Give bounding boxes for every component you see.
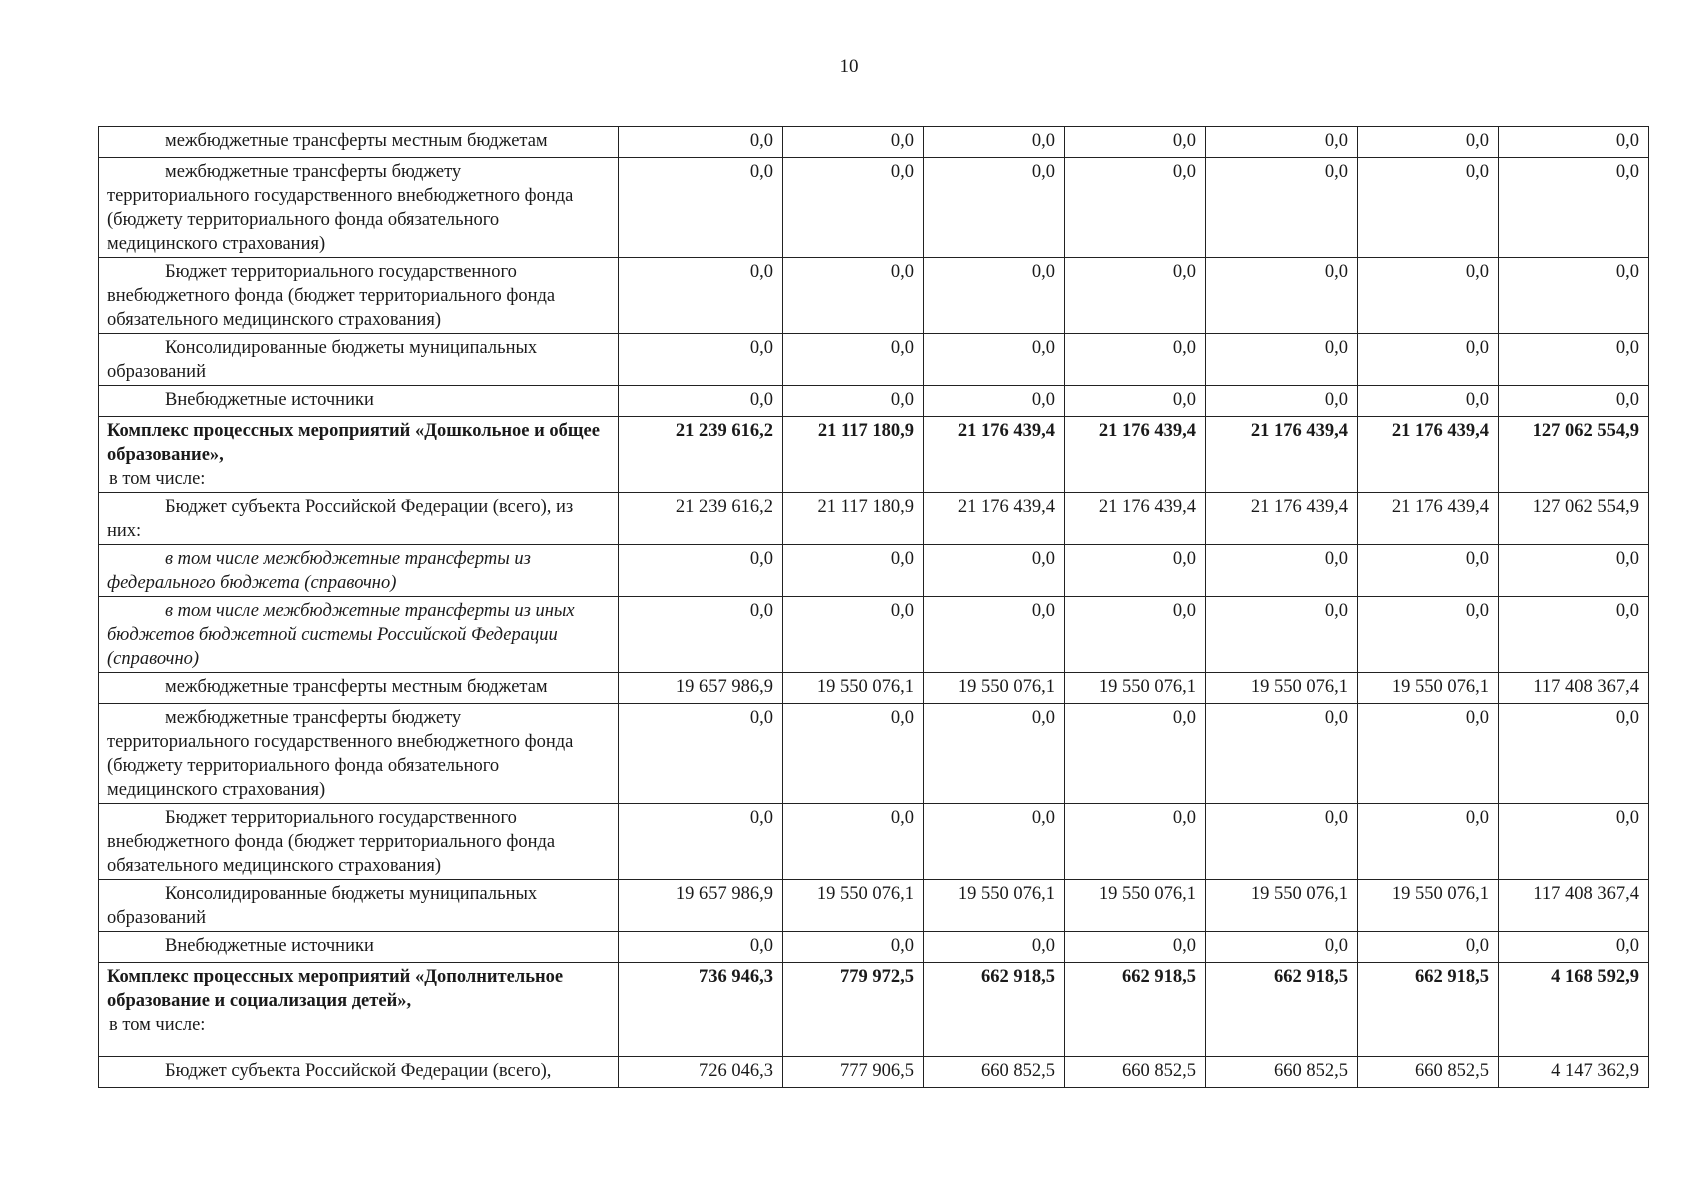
table-row bbox=[99, 127, 1649, 158]
row-label-cell bbox=[99, 386, 619, 417]
row-label-cell bbox=[99, 258, 619, 334]
total-cell: 4 147 362,9 bbox=[1499, 1057, 1649, 1088]
value-cell: 21 176 439,4 bbox=[1358, 493, 1499, 545]
value-cell: 19 550 076,1 bbox=[1358, 673, 1499, 704]
value-cell: 660 852,5 bbox=[1358, 1057, 1499, 1088]
value-cell: 21 176 439,4 bbox=[1206, 417, 1358, 493]
row-label: Комплекс процессных мероприятий «Дополнительное образование и социализация детей», bbox=[107, 967, 564, 1011]
value-cell: 0,0 bbox=[1065, 258, 1206, 334]
row-label-cell bbox=[99, 880, 619, 932]
value-cell: 0,0 bbox=[619, 334, 783, 386]
value-cell: 19 657 986,9 bbox=[619, 673, 783, 704]
value-cell: 21 176 439,4 bbox=[1206, 493, 1358, 545]
value-cell: 0,0 bbox=[924, 545, 1065, 597]
value-cell: 0,0 bbox=[783, 127, 924, 158]
value-cell: 0,0 bbox=[1206, 258, 1358, 334]
row-label: межбюджетные трансферты бюджету территориального государственного внебюджетного фонда (бюджету территориального фонда обязательного медицинского страхования) bbox=[107, 162, 574, 254]
value-cell: 0,0 bbox=[1206, 386, 1358, 417]
value-cell: 21 117 180,9 bbox=[783, 493, 924, 545]
value-cell: 0,0 bbox=[1206, 704, 1358, 804]
row-label-cell bbox=[99, 127, 619, 158]
value-cell: 21 117 180,9 bbox=[783, 417, 924, 493]
page-number: 10 bbox=[839, 56, 859, 77]
value-cell: 21 176 439,4 bbox=[1065, 417, 1206, 493]
table-row bbox=[99, 704, 1649, 804]
value-cell: 0,0 bbox=[1358, 334, 1499, 386]
value-cell: 19 550 076,1 bbox=[1206, 880, 1358, 932]
row-label: Внебюджетные источники bbox=[165, 390, 374, 410]
total-cell: 0,0 bbox=[1499, 932, 1649, 963]
table-row-section bbox=[99, 417, 1649, 493]
value-cell: 0,0 bbox=[1065, 386, 1206, 417]
value-cell: 0,0 bbox=[619, 386, 783, 417]
row-label: Внебюджетные источники bbox=[165, 936, 374, 956]
value-cell: 0,0 bbox=[1065, 932, 1206, 963]
row-label-cell bbox=[99, 493, 619, 545]
value-cell: 0,0 bbox=[1358, 386, 1499, 417]
row-label-cell bbox=[99, 673, 619, 704]
table-body bbox=[99, 127, 1649, 1088]
row-label: межбюджетные трансферты местным бюджетам bbox=[165, 131, 548, 151]
row-label: Консолидированные бюджеты муниципальных образований bbox=[107, 338, 538, 382]
value-cell: 0,0 bbox=[1358, 597, 1499, 673]
value-cell: 19 550 076,1 bbox=[1358, 880, 1499, 932]
row-label: Бюджет субъекта Российской Федерации (всего), из них: bbox=[107, 497, 574, 541]
row-label-cell bbox=[99, 545, 619, 597]
row-label-cell bbox=[99, 158, 619, 258]
value-cell: 0,0 bbox=[1065, 334, 1206, 386]
table-row bbox=[99, 804, 1649, 880]
total-cell: 0,0 bbox=[1499, 386, 1649, 417]
value-cell: 0,0 bbox=[924, 804, 1065, 880]
total-cell: 0,0 bbox=[1499, 597, 1649, 673]
table-row bbox=[99, 386, 1649, 417]
table-row bbox=[99, 258, 1649, 334]
value-cell: 19 657 986,9 bbox=[619, 880, 783, 932]
total-cell: 0,0 bbox=[1499, 804, 1649, 880]
value-cell: 0,0 bbox=[619, 258, 783, 334]
value-cell: 662 918,5 bbox=[1065, 963, 1206, 1057]
value-cell: 660 852,5 bbox=[1206, 1057, 1358, 1088]
value-cell: 0,0 bbox=[1206, 127, 1358, 158]
table-row bbox=[99, 932, 1649, 963]
value-cell: 660 852,5 bbox=[1065, 1057, 1206, 1088]
value-cell: 0,0 bbox=[783, 704, 924, 804]
total-cell: 0,0 bbox=[1499, 545, 1649, 597]
value-cell: 0,0 bbox=[619, 804, 783, 880]
total-cell: 117 408 367,4 bbox=[1499, 880, 1649, 932]
total-cell: 0,0 bbox=[1499, 158, 1649, 258]
row-note: в том числе: bbox=[109, 469, 206, 489]
row-label: Консолидированные бюджеты муниципальных образований bbox=[107, 884, 538, 928]
total-cell: 0,0 bbox=[1499, 704, 1649, 804]
row-label: Бюджет субъекта Российской Федерации (всего), bbox=[165, 1061, 552, 1081]
row-label-cell bbox=[99, 417, 619, 493]
row-label-cell bbox=[99, 804, 619, 880]
value-cell: 0,0 bbox=[1358, 704, 1499, 804]
value-cell: 0,0 bbox=[1358, 158, 1499, 258]
value-cell: 0,0 bbox=[1358, 804, 1499, 880]
row-label: Бюджет территориального государственного внебюджетного фонда (бюджет территориального фонда обязательного медицинского страхования) bbox=[107, 808, 556, 876]
row-label-cell bbox=[99, 597, 619, 673]
value-cell: 19 550 076,1 bbox=[924, 673, 1065, 704]
value-cell: 0,0 bbox=[783, 804, 924, 880]
table-row bbox=[99, 334, 1649, 386]
row-label: в том числе межбюджетные трансферты из федерального бюджета (справочно) bbox=[107, 549, 531, 593]
total-cell: 127 062 554,9 bbox=[1499, 417, 1649, 493]
value-cell: 0,0 bbox=[1065, 127, 1206, 158]
value-cell: 21 239 616,2 bbox=[619, 493, 783, 545]
total-cell: 0,0 bbox=[1499, 127, 1649, 158]
value-cell: 19 550 076,1 bbox=[924, 880, 1065, 932]
value-cell: 662 918,5 bbox=[1358, 963, 1499, 1057]
value-cell: 660 852,5 bbox=[924, 1057, 1065, 1088]
value-cell: 0,0 bbox=[783, 258, 924, 334]
value-cell: 0,0 bbox=[783, 932, 924, 963]
total-cell: 0,0 bbox=[1499, 334, 1649, 386]
value-cell: 21 176 439,4 bbox=[924, 493, 1065, 545]
value-cell: 0,0 bbox=[1065, 597, 1206, 673]
table-row bbox=[99, 597, 1649, 673]
value-cell: 0,0 bbox=[924, 158, 1065, 258]
value-cell: 777 906,5 bbox=[783, 1057, 924, 1088]
value-cell: 0,0 bbox=[619, 127, 783, 158]
value-cell: 0,0 bbox=[1065, 158, 1206, 258]
table-row bbox=[99, 673, 1649, 704]
value-cell: 0,0 bbox=[1206, 932, 1358, 963]
budget-table bbox=[98, 126, 1649, 1088]
value-cell: 0,0 bbox=[783, 386, 924, 417]
value-cell: 0,0 bbox=[1358, 258, 1499, 334]
total-cell: 4 168 592,9 bbox=[1499, 963, 1649, 1057]
table-row bbox=[99, 158, 1649, 258]
value-cell: 0,0 bbox=[619, 597, 783, 673]
value-cell: 726 046,3 bbox=[619, 1057, 783, 1088]
row-label-cell bbox=[99, 932, 619, 963]
value-cell: 0,0 bbox=[1206, 545, 1358, 597]
row-label-cell bbox=[99, 963, 619, 1057]
value-cell: 0,0 bbox=[924, 597, 1065, 673]
value-cell: 0,0 bbox=[924, 127, 1065, 158]
total-cell: 117 408 367,4 bbox=[1499, 673, 1649, 704]
value-cell: 0,0 bbox=[619, 932, 783, 963]
table-row bbox=[99, 1057, 1649, 1088]
value-cell: 0,0 bbox=[1206, 597, 1358, 673]
total-cell: 0,0 bbox=[1499, 258, 1649, 334]
row-label: Комплекс процессных мероприятий «Дошкольное и общее образование», bbox=[107, 421, 600, 465]
table-row bbox=[99, 880, 1649, 932]
value-cell: 0,0 bbox=[924, 932, 1065, 963]
total-cell: 127 062 554,9 bbox=[1499, 493, 1649, 545]
value-cell: 19 550 076,1 bbox=[1065, 673, 1206, 704]
value-cell: 0,0 bbox=[1358, 127, 1499, 158]
value-cell: 21 176 439,4 bbox=[1358, 417, 1499, 493]
row-label: межбюджетные трансферты бюджету территориального государственного внебюджетного фонда (бюджету территориального фонда обязательного медицинского страхования) bbox=[107, 708, 574, 800]
value-cell: 0,0 bbox=[1358, 932, 1499, 963]
value-cell: 0,0 bbox=[619, 545, 783, 597]
value-cell: 0,0 bbox=[1206, 334, 1358, 386]
value-cell: 662 918,5 bbox=[924, 963, 1065, 1057]
value-cell: 0,0 bbox=[1206, 158, 1358, 258]
value-cell: 0,0 bbox=[1358, 545, 1499, 597]
row-label: межбюджетные трансферты местным бюджетам bbox=[165, 677, 548, 697]
value-cell: 0,0 bbox=[783, 334, 924, 386]
value-cell: 736 946,3 bbox=[619, 963, 783, 1057]
row-label-cell bbox=[99, 704, 619, 804]
row-label: Бюджет территориального государственного внебюджетного фонда (бюджет территориального фонда обязательного медицинского страхования) bbox=[107, 262, 556, 330]
value-cell: 0,0 bbox=[1206, 804, 1358, 880]
value-cell: 0,0 bbox=[924, 334, 1065, 386]
value-cell: 0,0 bbox=[619, 158, 783, 258]
table-row bbox=[99, 545, 1649, 597]
value-cell: 19 550 076,1 bbox=[783, 880, 924, 932]
value-cell: 0,0 bbox=[783, 597, 924, 673]
value-cell: 19 550 076,1 bbox=[1206, 673, 1358, 704]
value-cell: 0,0 bbox=[783, 158, 924, 258]
value-cell: 0,0 bbox=[924, 258, 1065, 334]
row-label-cell bbox=[99, 334, 619, 386]
value-cell: 21 176 439,4 bbox=[924, 417, 1065, 493]
value-cell: 779 972,5 bbox=[783, 963, 924, 1057]
row-label: в том числе межбюджетные трансферты из иных бюджетов бюджетной системы Российской Федерации (справочно) bbox=[107, 601, 575, 669]
value-cell: 0,0 bbox=[1065, 545, 1206, 597]
value-cell: 0,0 bbox=[924, 386, 1065, 417]
row-note: в том числе: bbox=[109, 1015, 206, 1035]
value-cell: 21 176 439,4 bbox=[1065, 493, 1206, 545]
table-row-section bbox=[99, 963, 1649, 1057]
value-cell: 0,0 bbox=[1065, 704, 1206, 804]
value-cell: 19 550 076,1 bbox=[1065, 880, 1206, 932]
value-cell: 0,0 bbox=[619, 704, 783, 804]
value-cell: 19 550 076,1 bbox=[783, 673, 924, 704]
value-cell: 21 239 616,2 bbox=[619, 417, 783, 493]
row-label-cell bbox=[99, 1057, 619, 1088]
value-cell: 0,0 bbox=[1065, 804, 1206, 880]
value-cell: 0,0 bbox=[783, 545, 924, 597]
value-cell: 662 918,5 bbox=[1206, 963, 1358, 1057]
value-cell: 0,0 bbox=[924, 704, 1065, 804]
table-row bbox=[99, 493, 1649, 545]
